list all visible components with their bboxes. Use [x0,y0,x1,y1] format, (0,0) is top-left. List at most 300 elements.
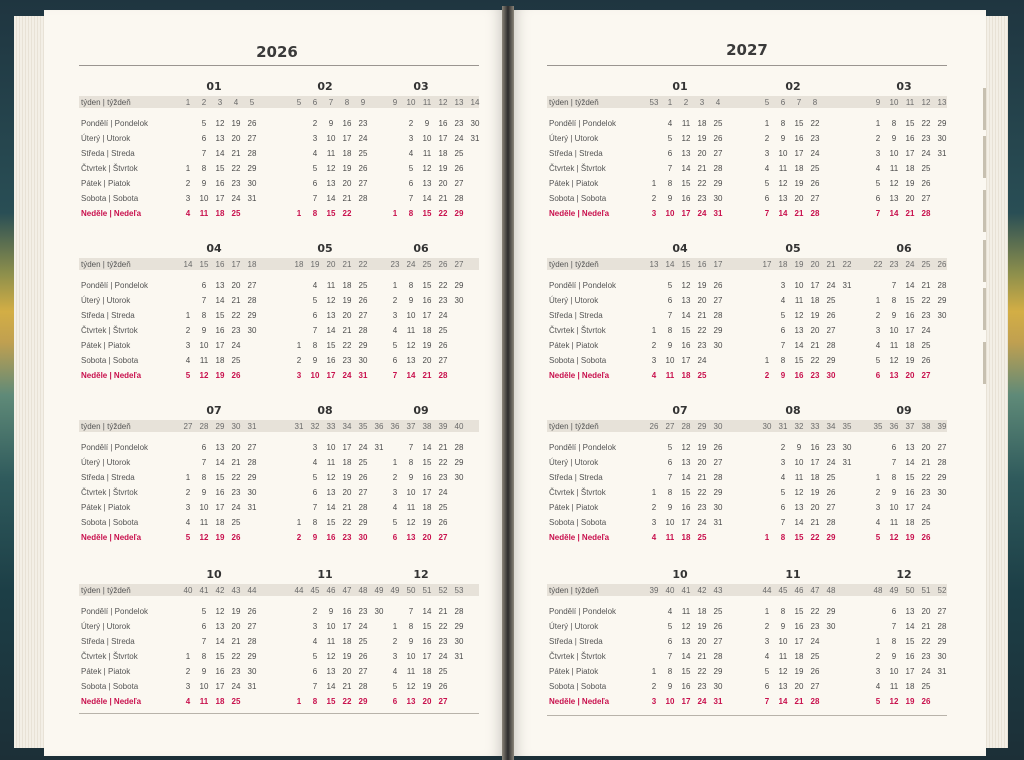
right-day-cell: 20 [810,326,820,335]
right-day-cell: 28 [937,622,947,631]
right-day-cell: 7 [780,341,786,350]
right-day-cell: 12 [889,533,899,542]
right-day-cell: 10 [665,209,675,218]
left-day-cell: 5 [201,607,207,616]
right-day-cell: 27 [826,503,836,512]
left-month-12: 12 [413,568,429,581]
left-day-cell: 15 [215,652,225,661]
left-day-cell: 28 [358,503,368,512]
right-day-cell: 15 [794,356,804,365]
left-week-num: 1 [185,98,191,107]
right-week-num: 49 [889,586,899,595]
left-day-cell: 5 [392,341,398,350]
right-week-num: 22 [873,260,883,269]
right-day-cell: 13 [778,194,788,203]
right-week-num: 37 [905,422,915,431]
right-day-cell: 13 [905,607,915,616]
right-day-cell: 5 [667,443,673,452]
left-page [44,10,504,756]
right-day-cell: 14 [794,341,804,350]
right-day-cell: 22 [810,119,820,128]
right-day-cell: 27 [937,607,947,616]
left-day-cell: 17 [326,371,336,380]
left-day-cell: 2 [296,533,302,542]
left-day-cell: 6 [392,356,398,365]
left-day-cell: 27 [358,179,368,188]
left-day-cell: 23 [454,119,464,128]
right-day-cell: 10 [778,149,788,158]
month-index-tab[interactable] [983,288,986,330]
right-day-cell: 20 [905,371,915,380]
right-day-cell: 5 [764,179,770,188]
left-day-cell: 18 [342,281,352,290]
left-day-cell: 13 [326,488,336,497]
left-day-cell: 10 [199,194,209,203]
left-day-cell: 4 [408,149,414,158]
right-day-cell: 19 [697,281,707,290]
right-day-cell: 27 [921,194,931,203]
right-day-cell: 29 [937,637,947,646]
right-week-bar-row-2 [547,420,947,432]
month-index-tab[interactable] [983,342,986,384]
right-day-cell: 26 [826,488,836,497]
left-day-label-1: Úterý | Utorok [81,296,131,305]
right-day-cell: 30 [713,194,723,203]
left-day-cell: 14 [326,194,336,203]
left-day-cell: 7 [392,371,398,380]
left-day-cell: 14 [326,682,336,691]
right-day-cell: 21 [905,209,915,218]
right-day-cell: 12 [778,179,788,188]
right-day-cell: 2 [780,443,786,452]
left-day-label-4: Pátek | Piatok [81,503,131,512]
left-day-cell: 6 [312,179,318,188]
right-day-cell: 16 [681,341,691,350]
left-week-num: 27 [183,422,193,431]
left-day-label-4: Pátek | Piatok [81,667,131,676]
right-day-cell: 10 [778,637,788,646]
left-day-cell: 16 [438,119,448,128]
left-year-rule [79,65,479,66]
left-day-cell: 8 [201,311,207,320]
left-week-num: 37 [406,422,416,431]
right-day-cell: 12 [681,443,691,452]
right-day-label-6: Neděle | Nedeľa [549,209,610,218]
right-week-num: 31 [778,422,788,431]
left-day-cell: 16 [215,179,225,188]
right-day-cell: 15 [681,488,691,497]
right-day-cell: 24 [697,209,707,218]
left-day-cell: 22 [342,697,352,706]
right-day-cell: 8 [667,667,673,676]
right-day-cell: 22 [697,488,707,497]
right-day-cell: 15 [794,119,804,128]
left-day-cell: 20 [231,443,241,452]
right-day-cell: 15 [905,473,915,482]
left-day-cell: 19 [215,533,225,542]
left-week-num: 31 [247,422,257,431]
left-week-num: 41 [199,586,209,595]
right-week-num: 33 [810,422,820,431]
right-day-cell: 26 [921,697,931,706]
right-day-cell: 28 [826,341,836,350]
left-week-num: 32 [310,422,320,431]
left-day-cell: 27 [438,533,448,542]
right-day-cell: 31 [713,209,723,218]
right-day-cell: 21 [810,518,820,527]
left-day-cell: 3 [312,622,318,631]
right-week-num: 39 [937,422,947,431]
left-day-cell: 25 [454,149,464,158]
left-day-cell: 1 [296,518,302,527]
right-week-header: týden | týždeň [549,260,599,269]
left-day-cell: 3 [312,134,318,143]
left-day-label-2: Středa | Streda [81,637,135,646]
left-day-cell: 29 [358,518,368,527]
right-day-cell: 13 [794,503,804,512]
left-day-cell: 23 [438,637,448,646]
left-day-cell: 26 [438,518,448,527]
right-day-cell: 11 [778,652,788,661]
left-day-cell: 14 [215,637,225,646]
left-day-cell: 21 [342,194,352,203]
right-day-cell: 18 [905,164,915,173]
left-day-cell: 7 [408,194,414,203]
right-day-cell: 15 [681,179,691,188]
right-week-num: 4 [715,98,721,107]
right-week-num: 7 [796,98,802,107]
right-week-num: 13 [649,260,659,269]
right-year-rule [547,65,947,66]
right-day-cell: 8 [891,473,897,482]
right-day-cell: 4 [667,607,673,616]
left-day-cell: 13 [215,622,225,631]
right-day-cell: 6 [667,637,673,646]
left-day-cell: 8 [408,458,414,467]
right-day-cell: 21 [921,281,931,290]
left-day-cell: 10 [199,682,209,691]
left-day-cell: 9 [424,119,430,128]
left-day-cell: 7 [201,458,207,467]
right-day-cell: 25 [921,341,931,350]
left-day-cell: 13 [406,356,416,365]
right-day-cell: 10 [889,149,899,158]
right-week-num: 17 [762,260,772,269]
right-day-cell: 27 [810,194,820,203]
right-day-cell: 1 [651,179,657,188]
right-day-cell: 20 [794,682,804,691]
right-day-cell: 29 [713,667,723,676]
left-day-cell: 11 [326,637,336,646]
left-week-num: 33 [326,422,336,431]
left-day-cell: 14 [422,443,432,452]
left-day-cell: 6 [392,697,398,706]
right-day-label-3: Čtvrtek | Štvrtok [549,164,606,173]
left-day-cell: 5 [312,652,318,661]
right-day-cell: 15 [681,667,691,676]
right-day-cell: 17 [681,518,691,527]
left-day-cell: 23 [342,533,352,542]
right-day-cell: 18 [810,473,820,482]
left-day-cell: 22 [231,473,241,482]
left-day-cell: 8 [408,209,414,218]
right-day-cell: 8 [780,607,786,616]
right-day-cell: 23 [697,682,707,691]
left-week-header: týden | týždeň [81,260,131,269]
right-day-cell: 18 [905,341,915,350]
left-day-cell: 18 [438,149,448,158]
right-day-cell: 18 [681,371,691,380]
left-day-cell: 5 [201,119,207,128]
left-day-cell: 30 [247,326,257,335]
left-month-08: 08 [317,404,333,417]
left-day-cell: 24 [231,503,241,512]
left-day-cell: 22 [342,209,352,218]
left-day-cell: 13 [326,667,336,676]
left-day-cell: 7 [312,682,318,691]
right-day-cell: 1 [875,637,881,646]
right-day-cell: 18 [905,518,915,527]
left-day-cell: 20 [342,179,352,188]
left-day-cell: 24 [454,134,464,143]
left-day-cell: 26 [358,164,368,173]
left-day-cell: 12 [406,682,416,691]
left-day-cell: 26 [247,119,257,128]
left-day-cell: 22 [231,311,241,320]
left-day-cell: 9 [328,119,334,128]
right-day-cell: 6 [764,194,770,203]
left-day-cell: 27 [438,356,448,365]
left-day-cell: 22 [438,458,448,467]
right-day-cell: 9 [667,341,673,350]
left-day-cell: 25 [358,149,368,158]
left-week-num: 36 [374,422,384,431]
right-day-cell: 30 [713,503,723,512]
left-week-num: 46 [326,586,336,595]
right-day-cell: 10 [665,356,675,365]
left-day-cell: 30 [247,179,257,188]
right-day-label-2: Středa | Streda [549,311,603,320]
right-week-num: 24 [905,260,915,269]
right-day-cell: 22 [921,119,931,128]
right-week-num: 3 [699,98,705,107]
right-day-cell: 11 [794,296,804,305]
right-day-cell: 16 [810,443,820,452]
right-day-cell: 17 [905,503,915,512]
left-day-cell: 11 [326,149,336,158]
left-day-cell: 28 [454,194,464,203]
left-day-cell: 2 [392,473,398,482]
right-day-cell: 27 [713,458,723,467]
right-day-cell: 12 [889,356,899,365]
left-month-02: 02 [317,80,333,93]
right-week-num: 6 [780,98,786,107]
left-day-cell: 18 [342,458,352,467]
right-day-cell: 13 [681,296,691,305]
right-page-edges [984,16,1008,748]
right-week-num: 27 [665,422,675,431]
right-day-cell: 4 [875,682,881,691]
left-week-num: 20 [326,260,336,269]
right-day-cell: 7 [764,209,770,218]
right-day-cell: 6 [891,443,897,452]
right-day-cell: 22 [697,179,707,188]
left-week-num: 36 [390,422,400,431]
left-day-cell: 26 [231,533,241,542]
left-day-cell: 19 [342,652,352,661]
left-day-cell: 1 [185,652,191,661]
left-day-cell: 15 [326,341,336,350]
left-day-cell: 30 [247,667,257,676]
right-day-cell: 10 [665,697,675,706]
left-day-cell: 14 [326,503,336,512]
left-day-cell: 6 [312,311,318,320]
month-index-tab[interactable] [983,88,986,130]
right-month-02: 02 [785,80,801,93]
right-week-num: 41 [681,586,691,595]
right-day-label-2: Středa | Streda [549,473,603,482]
right-day-cell: 2 [875,134,881,143]
left-day-cell: 28 [454,607,464,616]
left-week-num: 39 [438,422,448,431]
left-day-cell: 5 [408,164,414,173]
left-day-cell: 13 [326,179,336,188]
left-day-cell: 2 [185,667,191,676]
left-day-cell: 29 [358,697,368,706]
left-day-cell: 29 [247,652,257,661]
left-day-cell: 7 [312,194,318,203]
right-month-11: 11 [785,568,801,581]
left-day-cell: 7 [201,637,207,646]
left-month-03: 03 [413,80,429,93]
right-week-num: 10 [889,98,899,107]
right-day-cell: 20 [697,296,707,305]
left-day-cell: 24 [358,443,368,452]
right-day-cell: 17 [810,281,820,290]
right-day-cell: 27 [713,149,723,158]
right-day-cell: 17 [905,149,915,158]
left-day-cell: 15 [215,473,225,482]
right-day-cell: 5 [875,179,881,188]
right-day-cell: 4 [875,518,881,527]
left-day-cell: 6 [312,667,318,676]
right-day-cell: 13 [889,194,899,203]
right-day-cell: 24 [921,667,931,676]
right-day-label-3: Čtvrtek | Štvrtok [549,326,606,335]
right-day-cell: 12 [889,697,899,706]
left-day-cell: 23 [231,667,241,676]
right-day-cell: 21 [697,473,707,482]
left-day-cell: 4 [185,209,191,218]
left-month-04: 04 [206,242,222,255]
right-week-num: 16 [697,260,707,269]
left-day-cell: 28 [247,458,257,467]
left-day-cell: 1 [296,209,302,218]
left-day-cell: 30 [374,607,384,616]
right-day-label-2: Středa | Streda [549,149,603,158]
right-day-label-6: Neděle | Nedeľa [549,371,610,380]
left-week-num: 47 [342,586,352,595]
left-day-cell: 22 [438,622,448,631]
month-index-tab[interactable] [983,240,986,282]
right-day-cell: 23 [697,341,707,350]
left-day-cell: 27 [247,281,257,290]
right-day-cell: 16 [681,682,691,691]
right-day-cell: 6 [667,149,673,158]
left-day-cell: 10 [406,311,416,320]
right-day-cell: 3 [651,209,657,218]
left-day-cell: 5 [312,164,318,173]
left-day-cell: 19 [231,119,241,128]
left-day-cell: 5 [185,533,191,542]
right-day-cell: 15 [905,637,915,646]
right-day-cell: 18 [794,652,804,661]
right-day-cell: 13 [778,682,788,691]
right-day-cell: 17 [794,149,804,158]
left-day-cell: 21 [231,149,241,158]
left-day-cell: 23 [438,473,448,482]
left-day-cell: 4 [185,697,191,706]
right-day-cell: 11 [889,518,899,527]
left-day-cell: 23 [438,296,448,305]
left-week-num: 18 [294,260,304,269]
right-day-cell: 27 [713,637,723,646]
left-week-header: týden | týždeň [81,586,131,595]
left-day-cell: 5 [392,518,398,527]
right-day-cell: 9 [667,503,673,512]
left-day-cell: 29 [247,311,257,320]
left-day-cell: 16 [326,356,336,365]
left-day-cell: 23 [231,179,241,188]
left-day-cell: 4 [185,356,191,365]
left-day-cell: 19 [422,518,432,527]
right-day-cell: 14 [905,281,915,290]
right-week-bar-row-1 [547,258,947,270]
left-day-cell: 1 [296,341,302,350]
left-day-cell: 4 [392,326,398,335]
left-week-num: 23 [390,260,400,269]
left-week-num: 43 [231,586,241,595]
right-day-cell: 7 [667,473,673,482]
right-week-num: 8 [812,98,818,107]
right-week-header: týden | týždeň [549,422,599,431]
left-day-cell: 1 [185,164,191,173]
right-day-cell: 5 [764,667,770,676]
left-day-label-5: Sobota | Sobota [81,682,139,691]
right-day-cell: 6 [875,371,881,380]
left-day-cell: 14 [215,149,225,158]
left-week-num: 21 [342,260,352,269]
left-day-cell: 14 [406,371,416,380]
left-day-cell: 8 [312,341,318,350]
right-day-cell: 24 [921,149,931,158]
right-day-cell: 8 [667,179,673,188]
left-day-cell: 19 [342,296,352,305]
left-day-cell: 6 [408,179,414,188]
right-day-cell: 10 [794,281,804,290]
right-day-cell: 19 [697,622,707,631]
right-day-cell: 25 [697,533,707,542]
left-month-06: 06 [413,242,429,255]
right-day-cell: 20 [810,503,820,512]
left-day-cell: 1 [296,697,302,706]
left-week-bar-row-3 [79,584,479,596]
left-day-cell: 18 [422,326,432,335]
month-index-tab[interactable] [983,190,986,232]
left-week-num: 19 [310,260,320,269]
right-day-cell: 29 [713,326,723,335]
month-index-tab[interactable] [983,136,986,178]
